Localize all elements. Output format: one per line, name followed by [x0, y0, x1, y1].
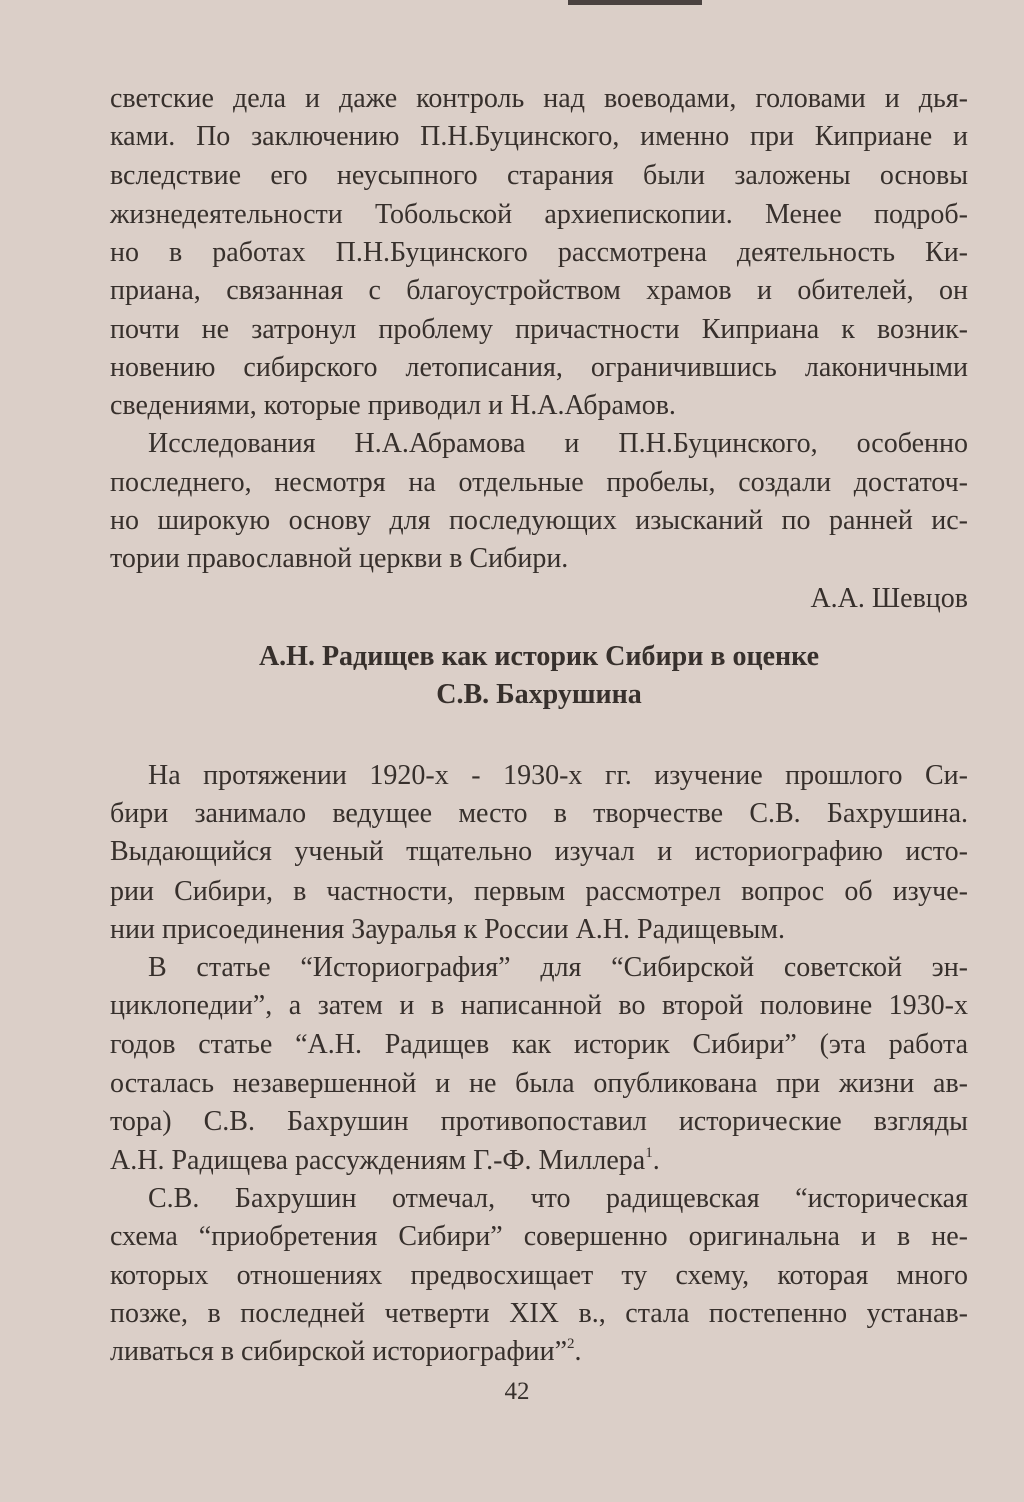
line-text: тории православной церкви в Сибири. [110, 543, 569, 574]
line-text: С.В. Бахрушина [436, 679, 642, 710]
text-line [110, 313, 968, 347]
line-text: сведениями, которые приводил и Н.А.Абрамов. [110, 390, 676, 421]
line-text: годов статье “А.Н. Радищев как историк Сибири” (эта работа [110, 1029, 968, 1060]
line-text: С.В. Бахрушин отмечал, что радищевская “историческая [148, 1183, 968, 1214]
line-text: последнего, несмотря на отдельные пробелы, создали достаточ- [110, 467, 968, 498]
text-line [110, 759, 968, 793]
line-text: тора) С.В. Бахрушин противопоставил исторические взгляды [110, 1106, 968, 1137]
line-text: приана, связанная с благоустройством храмов и обителей, он [110, 275, 968, 306]
text-line [110, 82, 968, 116]
line-text: но в работах П.Н.Буцинского рассмотрена деятельность Ки- [110, 237, 968, 268]
text-line [110, 1297, 968, 1331]
line-text: А.Н. Радищева рассуждениям Г.-Ф. Миллера [110, 1145, 646, 1176]
line-text: В статье “Историография” для “Сибирской советской эн- [148, 952, 968, 983]
line-text: рии Сибири, в частности, первым рассмотрел вопрос об изуче- [110, 876, 968, 907]
line-text: которых отношениях предвосхищает ту схему, которая много [110, 1260, 968, 1291]
line-text: бири занимало ведущее место в творчестве С.В. Бахрушина. [110, 798, 968, 829]
line-text: позже, в последней четверти XIX в., стала постепенно устанав- [110, 1298, 968, 1329]
text-line [110, 835, 968, 869]
line-text: почти не затронул проблему причастности Киприана к возник- [110, 314, 968, 345]
text-line [110, 236, 968, 270]
line-text: Исследования Н.А.Абрамова и П.Н.Буцинского, особенно [148, 428, 968, 459]
line-text: вследствие его неусыпного старания были заложены основы [110, 160, 968, 191]
text-line [110, 875, 968, 909]
line-text: но широкую основу для последующих изысканий по ранней ис- [110, 505, 968, 536]
line-text: схема “приобретения Сибири” совершенно оригинальна и в не- [110, 1221, 968, 1252]
text-line [110, 504, 968, 538]
line-text: светские дела и даже контроль над воеводами, головами и дья- [110, 83, 968, 114]
text-line [110, 1220, 968, 1254]
line-text: нии присоединения Зауралья к России А.Н. Радищевым. [110, 914, 785, 945]
line-text: А.Н. Радищев как историк Сибири в оценке [258, 641, 820, 672]
line-text: А.А. Шевцов [810, 583, 968, 614]
section-heading-line [110, 678, 968, 712]
text-line [110, 1335, 968, 1369]
text-line [110, 1028, 968, 1062]
text-line [110, 989, 968, 1023]
text-line [110, 951, 968, 985]
text-line [110, 427, 968, 461]
line-text: ками. По заключению П.Н.Буцинского, именно при Киприане и [110, 121, 968, 152]
text-line [110, 1105, 968, 1139]
section-heading-line [110, 640, 968, 674]
text-line [110, 466, 968, 500]
text-line [110, 1259, 968, 1293]
text-line [110, 389, 968, 423]
text-line [110, 159, 968, 193]
text-line [110, 274, 968, 308]
line-text: ливаться в сибирской историографии” [110, 1336, 567, 1367]
text-line [110, 1182, 968, 1216]
author-signature [110, 582, 968, 616]
footnote-ref: 1 [645, 1145, 653, 1161]
page-number: 42 [504, 1378, 530, 1405]
text-line [110, 1067, 968, 1101]
line-text: На протяжении 1920-х - 1930-х гг. изучение прошлого Си- [148, 760, 968, 791]
text-line [110, 1144, 968, 1178]
scan-edge-bar [568, 0, 702, 5]
text-line [110, 120, 968, 154]
text-line [110, 351, 968, 385]
line-text: циклопедии”, а затем и в написанной во второй половине 1930-х [110, 990, 968, 1021]
line-text-tail: . [652, 1145, 660, 1176]
line-text-tail: . [574, 1336, 582, 1367]
text-line [110, 198, 968, 232]
text-line [110, 542, 968, 576]
footnote-ref: 2 [567, 1336, 575, 1352]
line-text: осталась незавершенной и не была опубликована при жизни ав- [110, 1068, 968, 1099]
line-text: новению сибирского летописания, ограничившись лаконичными [110, 352, 968, 383]
text-line [110, 913, 968, 947]
text-line [110, 797, 968, 831]
line-text: Выдающийся ученый тщательно изучал и историографию исто- [110, 836, 968, 867]
line-text: жизнедеятельности Тобольской архиепископии. Менее подроб- [110, 199, 968, 230]
